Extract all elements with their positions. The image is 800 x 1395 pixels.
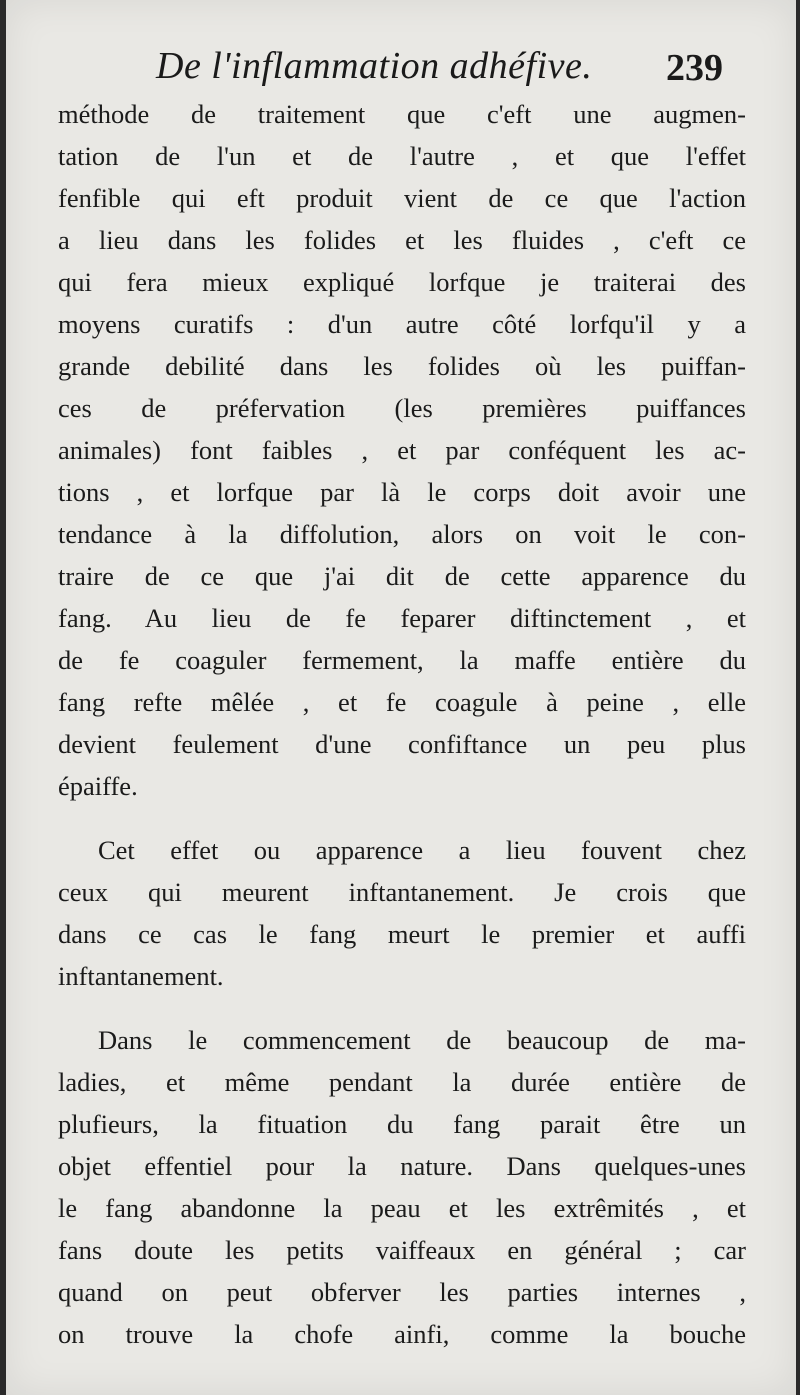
text-line: fang. Au lieu de fe feparer diftinctement , et <box>58 603 746 633</box>
text-line: grande debilité dans les folides où les puiffan- <box>58 351 746 381</box>
text-line: traire de ce que j'ai dit de cette apparence du <box>58 561 746 591</box>
text-line: inftantanement. <box>58 961 224 991</box>
page-header <box>6 40 796 100</box>
text-line: dans ce cas le fang meurt le premier et auffi <box>58 919 746 949</box>
text-line: le fang abandonne la peau et les extrêmités , et <box>58 1193 746 1223</box>
paragraph-1 <box>58 93 746 807</box>
text-line: on trouve la chofe ainfi, comme la bouche <box>58 1319 746 1349</box>
text-line: moyens curatifs : d'un autre côté lorfqu'il y a <box>58 309 746 339</box>
page-number: 239 <box>666 47 723 89</box>
text-line: tendance à la diffolution, alors on voit le con- <box>58 519 746 549</box>
text-line: Dans le commencement de beaucoup de ma- <box>98 1025 746 1055</box>
text-line: de fe coaguler fermement, la maffe entière du <box>58 645 746 675</box>
paragraph-2 <box>58 829 746 997</box>
book-page <box>6 0 796 1395</box>
text-line: tions , et lorfque par là le corps doit avoir une <box>58 477 746 507</box>
text-line: animales) font faibles , et par conféquent les ac- <box>58 435 746 465</box>
text-line: ladies, et même pendant la durée entière de <box>58 1067 746 1097</box>
running-title: De l'inflammation adhéfive. <box>156 45 593 87</box>
text-line: fang refte mêlée , et fe coagule à peine , elle <box>58 687 746 717</box>
text-line: Cet effet ou apparence a lieu fouvent chez <box>98 835 746 865</box>
text-line: a lieu dans les folides et les fluides , c'eft ce <box>58 225 746 255</box>
text-line: plufieurs, la fituation du fang parait être un <box>58 1109 746 1139</box>
text-line: ces de préfervation (les premières puiffances <box>58 393 746 423</box>
text-line: tation de l'un et de l'autre , et que l'effet <box>58 141 746 171</box>
text-line: qui fera mieux expliqué lorfque je traiterai des <box>58 267 746 297</box>
text-line: fenfible qui eft produit vient de ce que l'action <box>58 183 746 213</box>
text-line: quand on peut obferver les parties internes , <box>58 1277 746 1307</box>
text-line: épaiffe. <box>58 771 138 801</box>
text-line: objet effentiel pour la nature. Dans quelques-unes <box>58 1151 746 1181</box>
text-line: devient feulement d'une confiftance un peu plus <box>58 729 746 759</box>
text-line: fans doute les petits vaiffeaux en général ; car <box>58 1235 746 1265</box>
paragraph-3 <box>58 1019 746 1355</box>
text-line: méthode de traitement que c'eft une augmen- <box>58 99 746 129</box>
text-line: ceux qui meurent inftantanement. Je crois que <box>58 877 746 907</box>
